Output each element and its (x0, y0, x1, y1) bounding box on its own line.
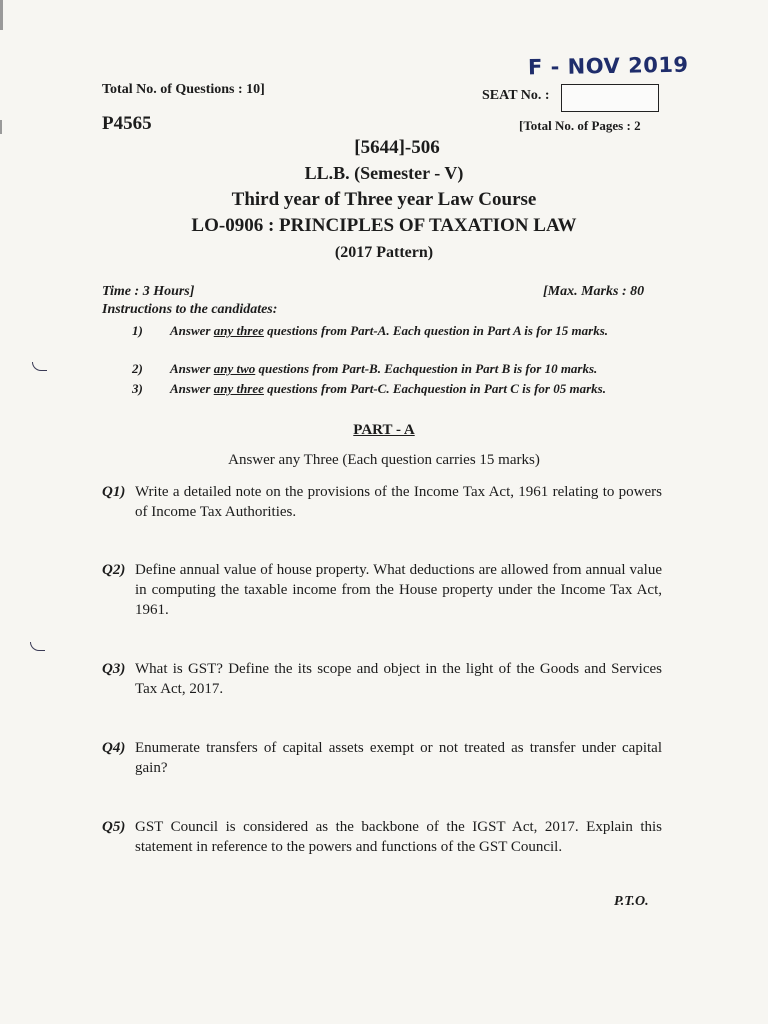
course-title: Third year of Three year Law Course (231, 189, 537, 210)
question-text: Define annual value of house property. What deductions are allowed from annual value in computing the taxable income from the House property under the Income Tax Act, 1961. (135, 562, 662, 618)
instruction-text: questions from Part-A. Each question in Part A is for 15 marks. (263, 323, 609, 338)
instruction-number: 3) (132, 381, 143, 396)
instruction-emphasis: any three (213, 381, 264, 396)
scan-edge-mark (0, 120, 2, 134)
degree-title: LL.B. (Semester - V) (304, 163, 464, 183)
date-stamp: F - NOV 2019 (527, 52, 689, 80)
part-a-subheading: Answer any Three (Each question carries 15 marks) (228, 452, 540, 468)
question-text: GST Council is considered as the backbone of the IGST Act, 2017. Explain this statement in reference to the powers and functions of the GST Council. (135, 819, 662, 855)
pattern-title: (2017 Pattern) (334, 244, 434, 261)
instruction-number: 1) (132, 323, 143, 338)
please-turn-over: P.T.O. (614, 894, 649, 909)
question-number: Q4) (102, 740, 126, 756)
total-pages: [Total No. of Pages : 2 (519, 118, 641, 133)
instruction-text: questions from Part-C. Eachquestion in Part C is for 05 marks. (263, 381, 606, 396)
paper-code: P4565 (102, 113, 152, 134)
question-number: Q1) (102, 484, 126, 500)
instruction-text: questions from Part-B. Eachquestion in Part B is for 10 marks. (255, 361, 598, 376)
instruction-text: Answer (170, 381, 214, 396)
instruction-text: Answer (170, 323, 214, 338)
question-text: What is GST? Define the its scope and object in the light of the Goods and Services Tax Act, 2017. (135, 661, 662, 697)
question-number: Q5) (102, 819, 126, 835)
check-mark-icon (32, 362, 47, 371)
check-mark-icon (30, 642, 45, 651)
part-a-heading: PART - A (353, 422, 415, 438)
exam-code: [5644]-506 (354, 137, 440, 158)
subject-title: LO-0906 : PRINCIPLES OF TAXATION LAW (191, 215, 577, 236)
question-number: Q2) (102, 562, 126, 578)
instruction-number: 2) (132, 361, 143, 376)
seat-number-label: SEAT No. : (482, 88, 550, 103)
question-number: Q3) (102, 661, 126, 677)
question-text: Enumerate transfers of capital assets exempt or not treated as transfer under capital gain? (135, 740, 662, 776)
instruction-text: Answer (170, 361, 214, 376)
scan-edge-mark (0, 0, 3, 30)
total-questions: Total No. of Questions : 10] (102, 82, 265, 97)
seat-number-box[interactable] (561, 84, 659, 112)
question-text: Write a detailed note on the provisions of the Income Tax Act, 1961 relating to powers of Income Tax Authorities. (135, 484, 662, 520)
instruction-emphasis: any three (213, 323, 264, 338)
time-allowed: Time : 3 Hours] (102, 284, 195, 299)
max-marks: [Max. Marks : 80 (543, 284, 645, 299)
instruction-emphasis: any two (213, 361, 256, 376)
instructions-title: Instructions to the candidates: (102, 302, 278, 317)
